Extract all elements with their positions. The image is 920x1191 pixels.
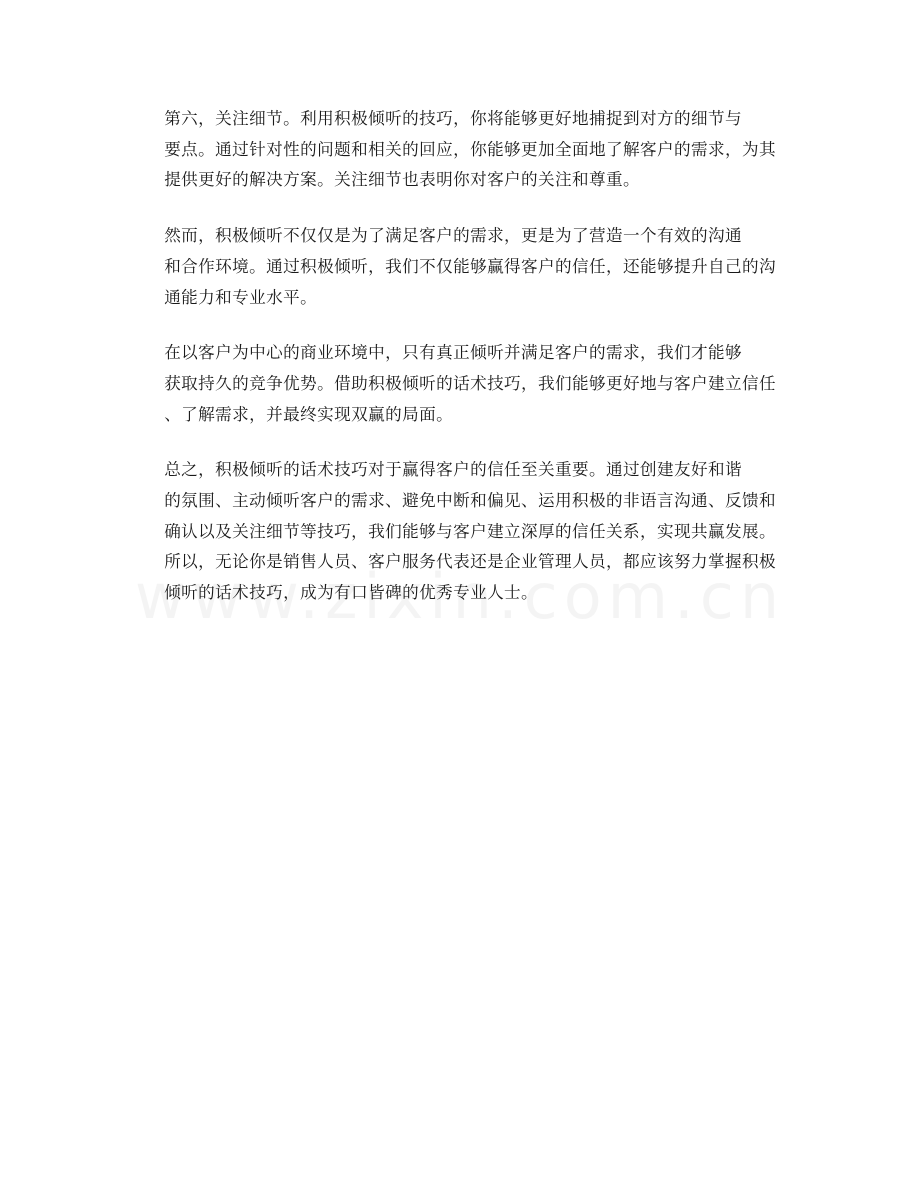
paragraph-4 <box>131 455 791 609</box>
text-line: 提供更好的解决方案。关注细节也表明你对客户的关注和尊重。 <box>164 170 641 190</box>
text-line: 、了解需求，并最终实现双赢的局面。 <box>164 404 454 424</box>
text-line: 要点。通过针对性的问题和相关的回应，你能够更加全面地了解客户的需求，为其 <box>164 139 776 159</box>
text-line: 第六，关注细节。利用积极倾听的技巧，你将能够更好地捕捉到对方的细节与 <box>164 109 742 128</box>
text-line: 确认以及关注细节等技巧，我们能够与客户建立深厚的信任关系，实现共赢发展。 <box>164 521 776 541</box>
document-body <box>131 104 791 634</box>
paragraph-2 <box>131 221 791 313</box>
text-line: 倾听的话术技巧，成为有口皆碑的优秀专业人士。 <box>164 583 539 603</box>
paragraph-3 <box>131 338 791 430</box>
text-line: 总之，积极倾听的话术技巧对于赢得客户的信任至关重要。通过创建友好和谐 <box>164 460 742 480</box>
text-line: 的氛围、主动倾听客户的需求、避免中断和偏见、运用积极的非语言沟通、反馈和 <box>164 491 776 511</box>
text-line: 通能力和专业水平。 <box>164 287 318 307</box>
text-line: 然而，积极倾听不仅仅是为了满足客户的需求，更是为了营造一个有效的沟通 <box>164 226 742 246</box>
text-line: 所以，无论你是销售人员、客户服务代表还是企业管理人员，都应该努力掌握积极 <box>164 552 776 572</box>
text-line: 获取持久的竞争优势。借助积极倾听的话术技巧，我们能够更好地与客户建立信任 <box>164 373 776 393</box>
paragraph-1 <box>131 104 791 196</box>
text-line: 和合作环境。通过积极倾听，我们不仅能够赢得客户的信任，还能够提升自己的沟 <box>164 256 776 276</box>
text-line: 在以客户为中心的商业环境中，只有真正倾听并满足客户的需求，我们才能够 <box>164 343 742 363</box>
